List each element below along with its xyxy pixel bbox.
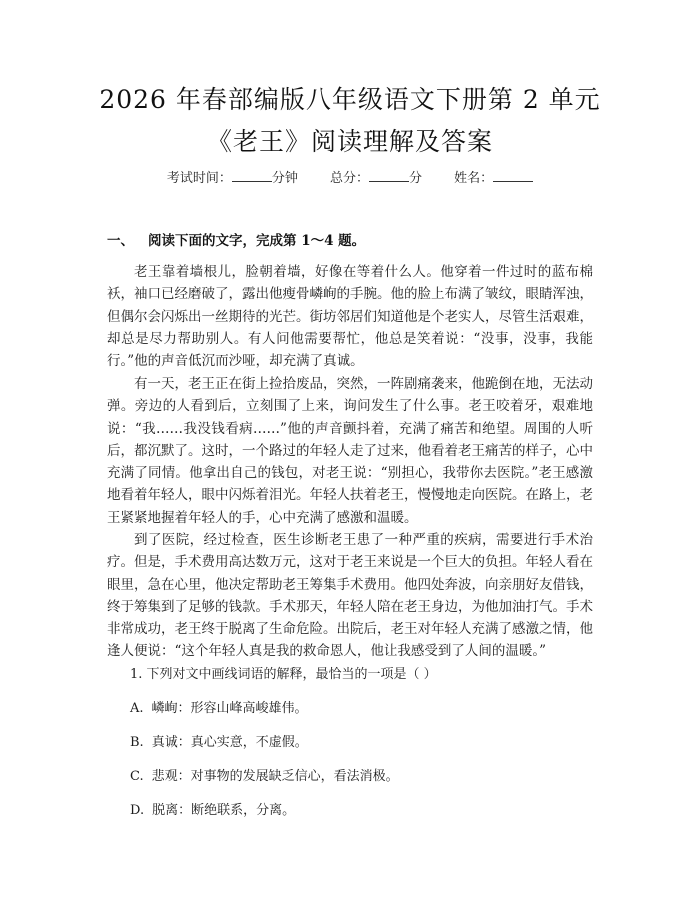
exam-score-unit: 分 bbox=[409, 171, 423, 186]
question-1-stem: 1. 下列对文中画线词语的解释，最恰当的一项是（ ） bbox=[130, 667, 437, 682]
exam-time-label: 考试时间： bbox=[166, 171, 232, 186]
exam-score-blank bbox=[369, 169, 409, 182]
exam-name-label: 姓名： bbox=[454, 171, 494, 186]
option-label: D. bbox=[130, 803, 145, 818]
section-number: 一、 bbox=[107, 233, 134, 249]
document-title-line1: 2026 年春部编版八年级语文下册第 2 单元 bbox=[99, 85, 601, 114]
exam-time-blank bbox=[232, 169, 272, 182]
section-heading bbox=[107, 232, 365, 250]
exam-name bbox=[454, 171, 533, 186]
question-1-option-d bbox=[130, 802, 295, 820]
question-1-option-b bbox=[130, 734, 308, 752]
question-1-option-c bbox=[130, 768, 399, 786]
exam-score bbox=[330, 171, 422, 186]
question-1-option-a bbox=[130, 700, 308, 718]
option-text: 悲观：对事物的发展缺乏信心，看法消极。 bbox=[151, 769, 399, 784]
exam-name-blank bbox=[493, 169, 533, 182]
exam-time bbox=[167, 171, 298, 186]
passage-paragraph-2: 有一天，老王正在街上捡拾废品，突然，一阵剧痛袭来，他跪倒在地，无法动弹。旁边的人看到后，立刻围了上来，询问发生了什么事。老王咬着牙，艰难地说：“我……我没钱看病……”他的声音颤抖着，充满了痛苦和绝望。周围的人听后，都沉默了。这时，一个路过的年轻人走了过来，他看着老王痛苦的样子，心中充满了同情。他拿出自己的钱包，对老王说：“别担心，我带你去医院。”老王感激地看着年轻人，眼中闪烁着泪光。年轻人扶着老王，慢慢地走向医院。在路上，老王紧紧地握着年轻人的手，心中充满了感激和温暖。 bbox=[107, 376, 593, 526]
option-text: 脱离：断绝联系，分离。 bbox=[152, 803, 296, 818]
option-label: A. bbox=[130, 701, 144, 716]
section-instruction: 阅读下面的文字，完成第 1～4 题。 bbox=[148, 233, 366, 249]
exam-info bbox=[0, 169, 700, 188]
exam-score-label: 总分： bbox=[329, 171, 369, 186]
option-text: 嶙峋：形容山峰高峻雄伟。 bbox=[151, 701, 308, 716]
option-text: 真诚：真心实意，不虚假。 bbox=[151, 735, 308, 750]
passage-paragraph-1: 老王靠着墙根儿，脸朝着墙，好像在等着什么人。他穿着一件过时的蓝布棉袄，袖口已经磨破了，露出他瘦骨嶙峋的手腕。他的脸上布满了皱纹，眼睛浑浊，但偶尔会闪烁出一丝期待的光芒。街坊邻居们知道他是个老实人，尽管生活艰难，却总是尽力帮助别人。有人问他需要帮忙，他总是笑着说：“没事，没事，我能行。”他的声音低沉而沙哑，却充满了真诚。 bbox=[107, 264, 593, 370]
passage-paragraph-3: 到了医院，经过检查，医生诊断老王患了一种严重的疾病，需要进行手术治疗。但是，手术费用高达数万元，这对于老王来说是一个巨大的负担。年轻人看在眼里，急在心里，他决定帮助老王筹集手术费用。他四处奔波，向亲朋好友借钱，终于筹集到了足够的钱款。手术那天，年轻人陪在老王身边，为他加油打气。手术非常成功，老王终于脱离了生命危险。出院后，老王对年轻人充满了感激之情，他逢人便说：“这个年轻人真是我的救命恩人，他让我感受到了人间的温暖。” bbox=[107, 532, 593, 660]
option-label: B. bbox=[130, 735, 144, 750]
document-title-line2: 《老王》阅读理解及答案 bbox=[206, 127, 493, 156]
option-label: C. bbox=[130, 769, 144, 784]
exam-time-unit: 分钟 bbox=[271, 171, 298, 186]
